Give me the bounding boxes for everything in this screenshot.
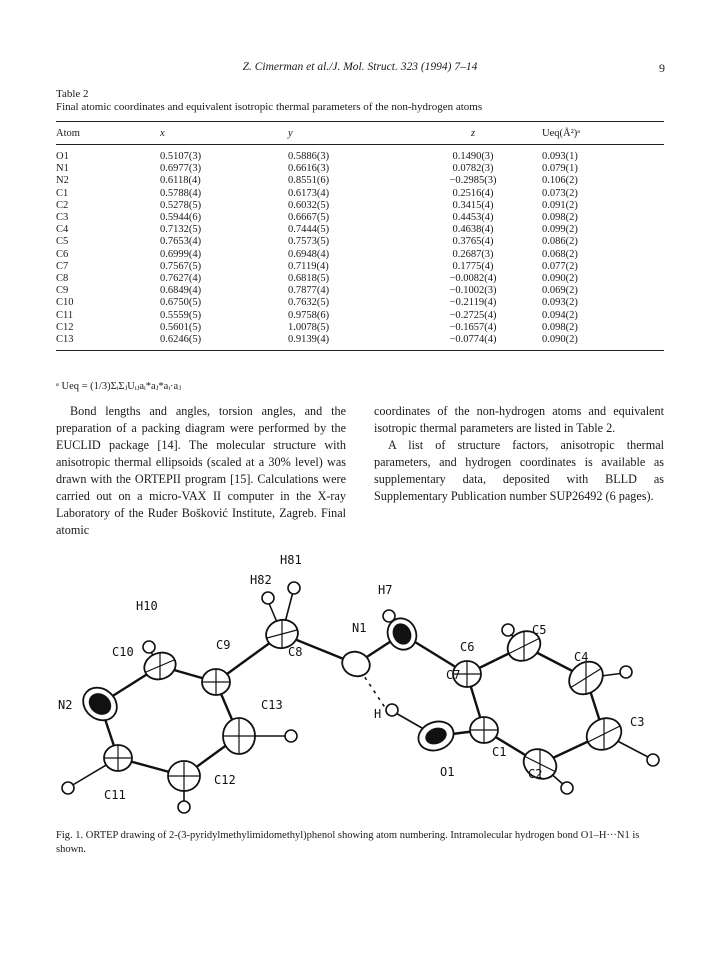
table-row xyxy=(56,236,664,248)
cell-z: 0.2687(3) xyxy=(452,248,494,260)
cell-ueq: 0.069(2) xyxy=(542,285,578,297)
col-header-ueq: Ueq(Å²)ᵃ xyxy=(538,122,664,145)
body-paragraph: A list of structure factors, anisotropic thermal parameters, and hydrogen coordinates is available as supplementary data, deposited with BLLD as Supplementary Publication number SUP26492 (6 pages). xyxy=(374,438,664,503)
body-paragraph: coordinates of the non-hydrogen atoms and equivalent isotropic thermal parameters are listed in Table 2. xyxy=(374,404,664,435)
cell-ueq: 0.099(2) xyxy=(542,224,578,236)
cell-atom: C9 xyxy=(56,285,69,297)
cell-y: 0.7573(5) xyxy=(288,236,330,248)
col-header-atom: Atom xyxy=(56,122,160,145)
cell-y: 1.0078(5) xyxy=(288,321,330,333)
cell-ueq: 0.077(2) xyxy=(542,260,578,272)
cell-x: 0.6246(5) xyxy=(160,334,288,351)
table-footnote: ᵃ Ueq = (1/3)ΣᵢΣⱼUᵢⱼaᵢ*aⱼ*aᵢ·aⱼ xyxy=(56,381,181,392)
cell-ueq: 0.093(1) xyxy=(542,151,578,162)
table-caption-block xyxy=(56,88,482,114)
table-row xyxy=(56,297,664,309)
cell-atom: C8 xyxy=(56,273,69,285)
cell-x: 0.6999(4) xyxy=(160,248,202,260)
cell-ueq: 0.068(2) xyxy=(542,248,578,260)
atom-label: H82 xyxy=(250,573,272,587)
atom-label: C9 xyxy=(216,638,231,652)
cell-atom: C12 xyxy=(56,321,74,333)
cell-atom: C3 xyxy=(56,212,69,224)
cell-y: 0.6032(5) xyxy=(288,199,330,211)
cell-z: 0.0782(3) xyxy=(452,163,494,175)
cell-z: 0.1490(3) xyxy=(452,151,494,162)
table-row xyxy=(56,175,664,187)
cell-atom: O1 xyxy=(56,151,69,162)
coordinates-table xyxy=(56,121,664,351)
cell-z: 0.3765(4) xyxy=(452,236,494,248)
cell-ueq: 0.098(2) xyxy=(542,321,578,333)
col-header-x: x xyxy=(160,122,288,145)
cell-x: 0.7627(4) xyxy=(160,273,202,285)
figure-caption: Fig. 1. ORTEP drawing of 2-(3-pyridylmethylimidomethyl)phenol showing atom numbering. Intramolecular hydrogen bond O1–H···N1 is shown. xyxy=(56,830,640,855)
cell-x: 0.5278(5) xyxy=(160,199,202,211)
table-row xyxy=(56,224,664,236)
cell-z: −0.2985(3) xyxy=(449,175,497,187)
cell-atom: N2 xyxy=(56,175,69,187)
table-row xyxy=(56,310,664,322)
table-body xyxy=(56,145,664,351)
atom-label: C13 xyxy=(261,698,283,712)
running-title: Z. Cimerman et al./J. Mol. Struct. 323 (1994) 7–14 xyxy=(242,61,478,73)
cell-x: 0.7567(5) xyxy=(160,260,202,272)
cell-z: 0.4638(4) xyxy=(452,224,494,236)
cell-atom: C6 xyxy=(56,248,69,260)
table-header-row xyxy=(56,122,664,145)
cell-y: 0.6667(5) xyxy=(288,212,330,224)
table-row xyxy=(56,261,664,273)
cell-ueq: 0.073(2) xyxy=(542,187,578,199)
cell-atom: C4 xyxy=(56,224,69,236)
cell-ueq: 0.093(2) xyxy=(542,297,578,309)
cell-atom: N1 xyxy=(56,163,69,175)
cell-atom: C7 xyxy=(56,260,69,272)
cell-y: 0.6948(4) xyxy=(288,248,330,260)
cell-x: 0.6750(5) xyxy=(160,297,202,309)
heavy-atom-ellipsoids xyxy=(77,614,628,791)
table-row xyxy=(56,212,664,224)
cell-y: 0.5886(3) xyxy=(288,151,330,162)
running-header xyxy=(0,61,720,79)
atom-label: C11 xyxy=(104,788,126,802)
cell-y: 0.6173(4) xyxy=(288,187,330,199)
hydrogen-atoms xyxy=(62,582,659,813)
body-paragraph: Bond lengths and angles, torsion angles, and the preparation of a packing diagram were performed by the EUCLID package [14]. The molecular structure with anisotropic thermal ellipsoids (scaled at a 30% level) was drawn with the ORTEPII program [15]. Calculations were carried out on a micro-VAX II computer in the X-ray Laboratory of the Ruđer Bošković Institute, Zagreb. Final atomic xyxy=(56,404,346,537)
cell-z: −0.2725(4) xyxy=(449,309,497,321)
cell-y: 0.7632(5) xyxy=(288,297,330,309)
atom-label: C10 xyxy=(112,645,134,659)
cell-z: −0.0082(4) xyxy=(449,273,497,285)
table-row xyxy=(56,322,664,334)
cell-atom: C11 xyxy=(56,309,74,321)
table-row xyxy=(56,145,664,164)
cell-atom: C13 xyxy=(56,334,160,351)
cell-x: 0.6849(4) xyxy=(160,285,202,297)
cell-x: 0.5601(5) xyxy=(160,321,202,333)
atom-label: C4 xyxy=(574,650,589,664)
ortep-figure xyxy=(56,546,664,826)
atom-label: C5 xyxy=(532,623,547,637)
table-caption: Final atomic coordinates and equivalent isotropic thermal parameters of the non-hydrogen atoms xyxy=(56,101,483,113)
cell-y: 0.7877(4) xyxy=(288,285,330,297)
atom-label: H81 xyxy=(280,553,302,567)
cell-z: 0.2516(4) xyxy=(452,187,494,199)
atom-label: H10 xyxy=(136,599,158,613)
cell-ueq: 0.098(2) xyxy=(542,212,578,224)
cell-ueq: 0.091(2) xyxy=(542,199,578,211)
cell-atom: C2 xyxy=(56,199,69,211)
atom-label: C6 xyxy=(460,640,475,654)
atom-label: O1 xyxy=(440,765,455,779)
cell-atom: C5 xyxy=(56,236,69,248)
cell-atom: C1 xyxy=(56,187,69,199)
atom-label: H xyxy=(374,707,382,721)
table-row xyxy=(56,163,664,175)
atom-label: C8 xyxy=(288,645,303,659)
table-row xyxy=(56,273,664,285)
atom-label: C12 xyxy=(214,773,236,787)
cell-z: −0.2119(4) xyxy=(449,297,497,309)
col-header-z: z xyxy=(408,122,538,145)
cell-ueq: 0.094(2) xyxy=(542,309,578,321)
atom-label: C3 xyxy=(630,715,645,729)
table-row xyxy=(56,200,664,212)
cell-ueq: 0.079(1) xyxy=(542,163,578,175)
cell-y: 0.8551(6) xyxy=(288,175,330,187)
cell-y: 0.9758(6) xyxy=(288,309,330,321)
body-column-left xyxy=(56,403,346,539)
table-label: Table 2 xyxy=(56,88,89,100)
table-row xyxy=(56,188,664,200)
cell-y: 0.6818(5) xyxy=(288,273,330,285)
atom-label: C2 xyxy=(528,767,543,781)
atom-label: N1 xyxy=(352,621,367,635)
cell-z: −0.1002(3) xyxy=(449,285,497,297)
cell-y: 0.9139(4) xyxy=(288,334,408,351)
cell-z: 0.4453(4) xyxy=(452,212,494,224)
cell-x: 0.5788(4) xyxy=(160,187,202,199)
cell-ueq: 0.086(2) xyxy=(542,236,578,248)
cell-x: 0.7653(4) xyxy=(160,236,202,248)
cell-atom: C10 xyxy=(56,297,74,309)
cell-ueq: 0.106(2) xyxy=(542,175,578,187)
cell-z: −0.1657(4) xyxy=(449,321,497,333)
table-row xyxy=(56,249,664,261)
cell-x: 0.6977(3) xyxy=(160,163,202,175)
atom-label: C7 xyxy=(446,668,461,682)
cell-z: 0.1775(4) xyxy=(452,260,494,272)
cell-ueq: 0.090(2) xyxy=(542,273,578,285)
cell-x: 0.7132(5) xyxy=(160,224,202,236)
cell-x: 0.5559(5) xyxy=(160,309,202,321)
table-row xyxy=(56,285,664,297)
cell-x: 0.6118(4) xyxy=(160,175,201,187)
atom-label: N2 xyxy=(58,698,73,712)
col-header-y: y xyxy=(288,122,408,145)
cell-x: 0.5944(6) xyxy=(160,212,202,224)
body-column-right xyxy=(374,403,664,505)
cell-y: 0.7119(4) xyxy=(288,260,329,272)
atom-label: H7 xyxy=(378,583,393,597)
table-row xyxy=(56,334,664,351)
page-number: 9 xyxy=(659,61,665,75)
cell-z: 0.3415(4) xyxy=(452,199,494,211)
cell-x: 0.5107(3) xyxy=(160,151,202,162)
atom-label: C1 xyxy=(492,745,507,759)
cell-z: −0.0774(4) xyxy=(408,334,538,351)
cell-ueq: 0.090(2) xyxy=(538,334,664,351)
cell-y: 0.6616(3) xyxy=(288,163,330,175)
cell-y: 0.7444(5) xyxy=(288,224,330,236)
